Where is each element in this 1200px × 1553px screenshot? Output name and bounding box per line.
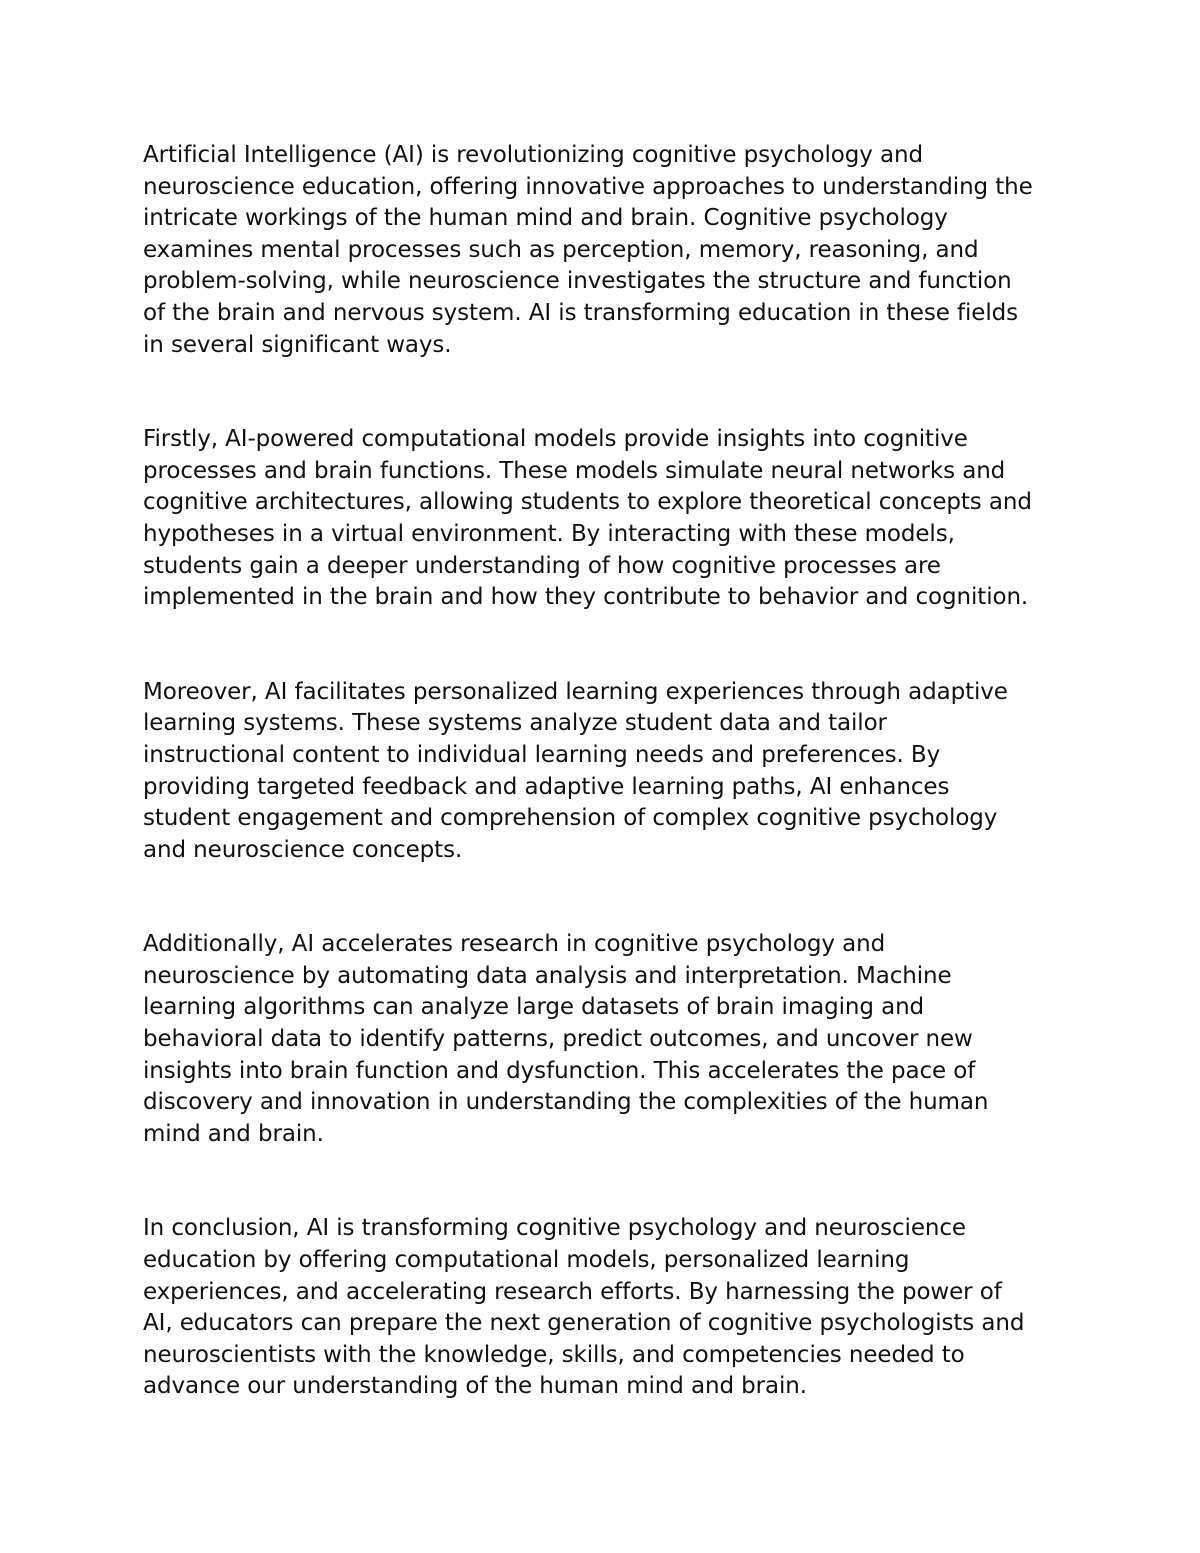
paragraph-line: mind and brain. [143,1120,324,1147]
paragraph-line: Moreover, AI facilitates personalized learning experiences through adaptive [143,678,1008,705]
document-body [143,140,1073,1466]
paragraph-line: neuroscience education, offering innovative approaches to understanding the [143,173,1033,200]
paragraph-line: intricate workings of the human mind and brain. Cognitive psychology [143,205,948,232]
paragraph [143,424,1073,614]
paragraph-line: Artificial Intelligence (AI) is revolutionizing cognitive psychology and [143,142,923,168]
paragraph-line: processes and brain functions. These models simulate neural networks and [143,457,1006,484]
paragraph-line: learning systems. These systems analyze student data and tailor [143,710,887,737]
paragraph-line: Additionally, AI accelerates research in cognitive psychology and [143,931,886,958]
paragraph-line: in several significant ways. [143,331,452,358]
paragraph [143,1213,1073,1403]
paragraph-line: of the brain and nervous system. AI is transforming education in these fields [143,299,1019,326]
paragraph-line: In conclusion, AI is transforming cognitive psychology and neuroscience [143,1215,966,1242]
paragraph-line: problem-solving, while neuroscience investigates the structure and function [143,268,1012,295]
paragraph-line: neuroscientists with the knowledge, skills, and competencies needed to [143,1341,965,1368]
paragraph-line: and neuroscience concepts. [143,836,463,863]
paragraph-line: insights into brain function and dysfunction. This accelerates the pace of [143,1057,976,1084]
paragraph-line: cognitive architectures, allowing students to explore theoretical concepts and [143,489,1032,516]
paragraph-line: examines mental processes such as perception, memory, reasoning, and [143,236,979,263]
paragraph-line: AI, educators can prepare the next generation of cognitive psychologists and [143,1310,1025,1337]
paragraph-line: implemented in the brain and how they contribute to behavior and cognition. [143,584,1029,611]
paragraph-line: student engagement and comprehension of complex cognitive psychology [143,805,998,832]
paragraph-line: neuroscience by automating data analysis and interpretation. Machine [143,962,952,989]
paragraph-line: learning algorithms can analyze large datasets of brain imaging and [143,994,925,1021]
paragraph-line: behavioral data to identify patterns, predict outcomes, and uncover new [143,1026,973,1053]
paragraph [143,677,1073,867]
paragraph-line: Firstly, AI-powered computational models provide insights into cognitive [143,426,968,453]
paragraph-line: experiences, and accelerating research efforts. By harnessing the power of [143,1278,1002,1305]
paragraph [143,140,1073,361]
paragraph-line: instructional content to individual learning needs and preferences. By [143,741,941,768]
paragraph-line: students gain a deeper understanding of how cognitive processes are [143,552,941,579]
paragraph-line: discovery and innovation in understanding the complexities of the human [143,1089,989,1116]
paragraph-line: providing targeted feedback and adaptive learning paths, AI enhances [143,773,950,800]
paragraph-line: advance our understanding of the human mind and brain. [143,1373,807,1400]
paragraph-line: hypotheses in a virtual environment. By interacting with these models, [143,520,955,547]
paragraph-line: education by offering computational models, personalized learning [143,1247,910,1274]
paragraph [143,929,1073,1150]
